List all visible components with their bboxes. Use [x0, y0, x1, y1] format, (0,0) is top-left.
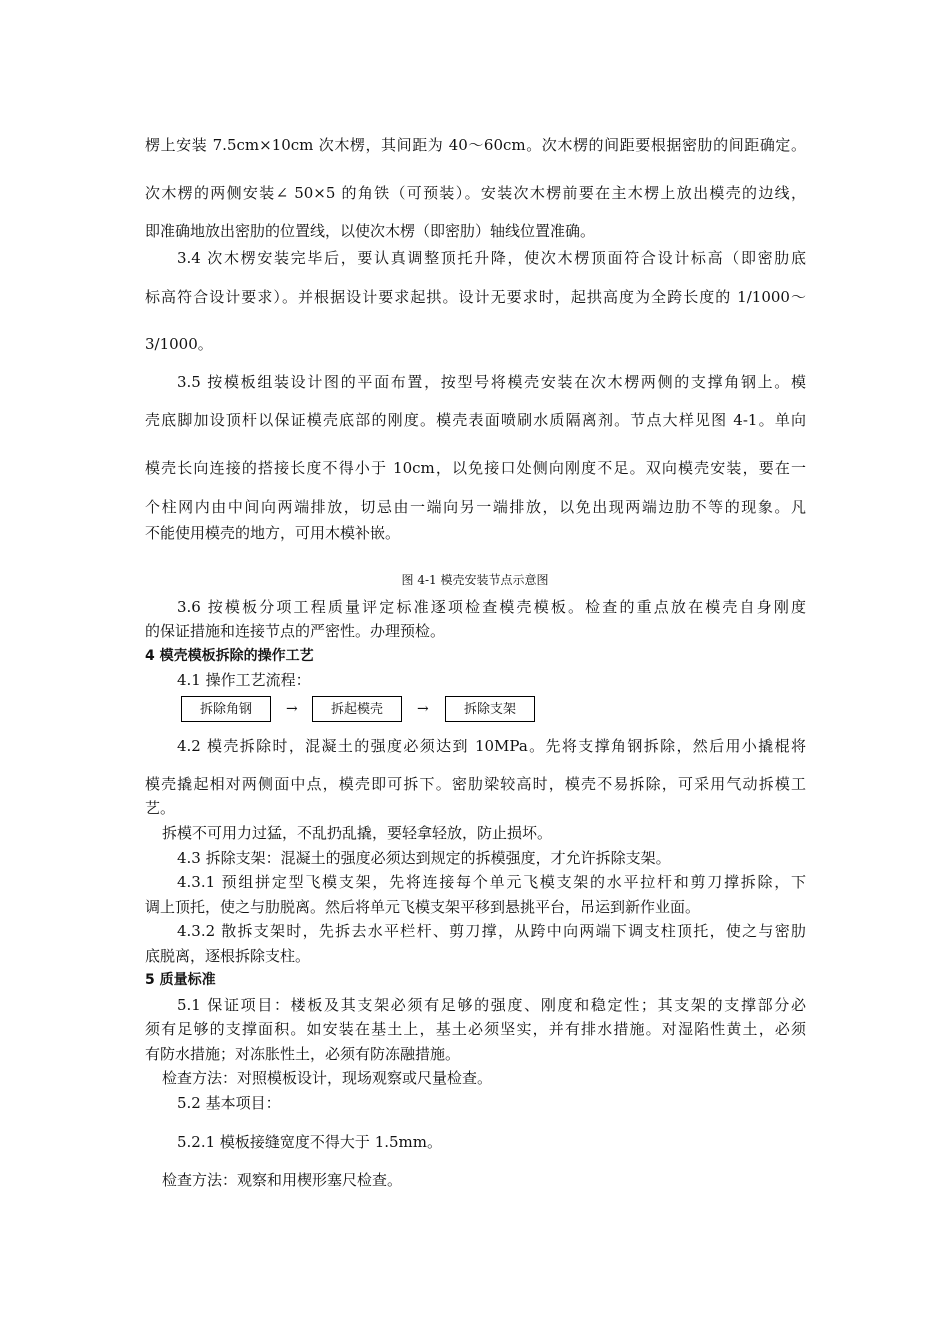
text-line: 4.3 拆除支架：混凝土的强度必须达到规定的拆模强度，才允许拆除支架。 — [177, 849, 671, 867]
text-line: 模壳撬起相对两侧面中点，模壳即可拆下。密肋梁较高时，模壳不易拆除，可采用气动拆模工 — [145, 775, 806, 793]
text-line: 5.2 基本项目： — [177, 1094, 281, 1112]
text-line: 5.2.1 模板接缝宽度不得大于 1.5mm。 — [177, 1133, 443, 1151]
flow-title: 4.1 操作工艺流程： — [177, 671, 311, 689]
text-line: 调上顶托，使之与肋脱离。然后将单元飞模支架平移到悬挑平台，吊运到新作业面。 — [145, 898, 701, 916]
text-line: 楞上安装 7.5cm×10cm 次木楞，其间距为 40～60cm。次木楞的间距要根据密肋的间距确定。 — [145, 136, 806, 154]
text-line: 模壳长向连接的搭接长度不得小于 10cm，以免接口处侧向刚度不足。双向模壳安装，要在一 — [145, 459, 806, 477]
figure-caption: 图 4-1 模壳安装节点示意图 — [401, 573, 549, 587]
section-heading-5: 5 质量标准 — [145, 972, 216, 988]
text-line: 5.1 保证项目：楼板及其支架必须有足够的强度、刚度和稳定性；其支架的支撑部分必 — [177, 996, 806, 1014]
text-line: 检查方法：观察和用楔形塞尺检查。 — [162, 1171, 403, 1189]
text-line: 4.3.1 预组拼定型飞模支架，先将连接每个单元飞模支架的水平拉杆和剪刀撑拆除，下 — [177, 873, 806, 891]
text-line: 4.2 模壳拆除时，混凝土的强度必须达到 10MPa。先将支撑角钢拆除，然后用小撬棍将 — [177, 737, 806, 755]
text-line: 有防水措施；对冻胀性土，必须有防冻融措施。 — [145, 1045, 461, 1063]
text-line: 不能使用模壳的地方，可用木模补嵌。 — [145, 524, 401, 542]
text-line: 底脱离，逐根拆除支柱。 — [145, 947, 311, 965]
text-line: 标高符合设计要求）。并根据设计要求起拱。设计无要求时，起拱高度为全跨长度的 1/1000～ — [145, 288, 806, 306]
text-line: 检查方法：对照模板设计，现场观察或尺量检查。 — [162, 1069, 493, 1087]
text-line: 3.6 按模板分项工程质量评定标准逐项检查模壳模板。检查的重点放在模壳自身刚度 — [177, 598, 806, 616]
text-line: 须有足够的支撑面积。如安装在基土上，基土必须坚实，并有排水措施。对湿陷性黄土，必须 — [145, 1020, 806, 1038]
flow-step-remove-angle-steel: 拆除角钢 — [181, 696, 271, 722]
flow-arrow-icon: → — [417, 701, 429, 717]
flow-step-remove-support: 拆除支架 — [445, 696, 535, 722]
text-line: 3.5 按模板组装设计图的平面布置，按型号将模壳安装在次木楞两侧的支撑角钢上。模 — [177, 373, 806, 391]
text-line: 的保证措施和连接节点的严密性。办理预检。 — [145, 622, 446, 640]
text-line: 个柱网内由中间向两端排放，切忌由一端向另一端排放，以免出现两端边肋不等的现象。凡 — [145, 498, 806, 516]
text-line: 壳底脚加设顶杆以保证模壳底部的刚度。模壳表面喷刷水质隔离剂。节点大样见图 4-1。单向 — [145, 411, 806, 429]
text-line: 艺。 — [145, 799, 176, 817]
section-heading-4: 4 模壳模板拆除的操作工艺 — [145, 648, 314, 664]
text-line: 次木楞的两侧安装∠ 50×5 的角铁（可预装）。安装次木楞前要在主木楞上放出模壳的边线， — [145, 184, 806, 202]
flow-arrow-icon: → — [286, 701, 298, 717]
text-line: 拆模不可用力过猛，不乱扔乱撬，要轻拿轻放，防止损坏。 — [162, 824, 553, 842]
flow-step-lift-shell: 拆起模壳 — [312, 696, 402, 722]
text-line: 即准确地放出密肋的位置线，以使次木楞（即密肋）轴线位置准确。 — [145, 222, 596, 240]
text-line: 3/1000。 — [145, 335, 213, 353]
text-line: 4.3.2 散拆支架时，先拆去水平栏杆、剪刀撑，从跨中向两端下调支柱顶托，使之与密肋 — [177, 922, 806, 940]
text-line: 3.4 次木楞安装完毕后，要认真调整顶托升降，使次木楞顶面符合设计标高（即密肋底 — [177, 249, 806, 267]
